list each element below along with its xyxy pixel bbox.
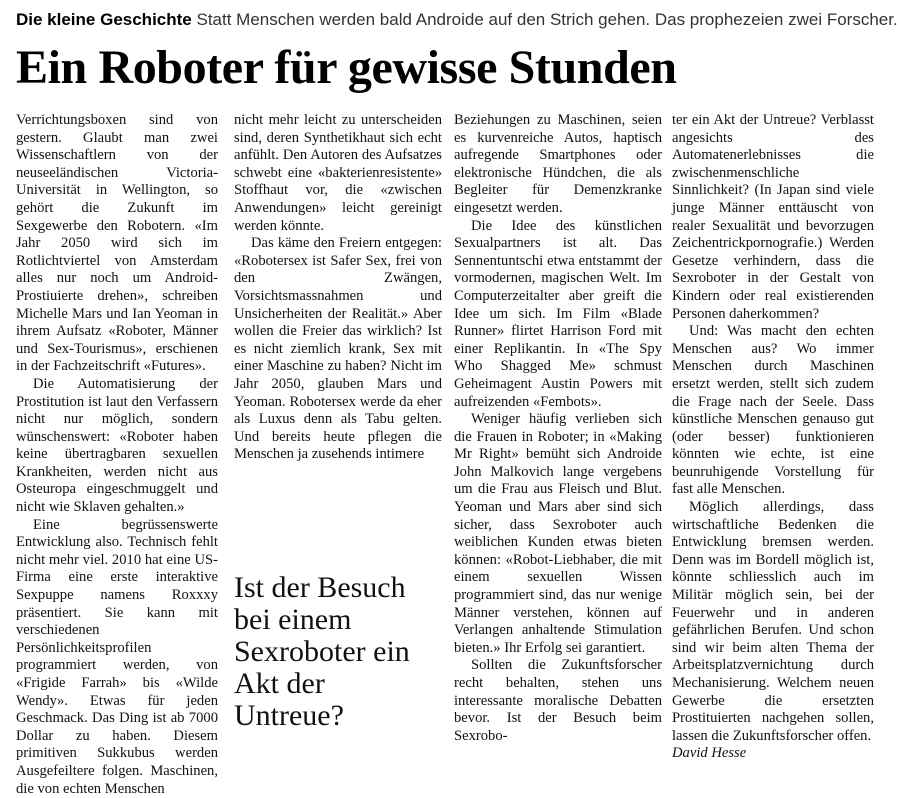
rubric-label: Die kleine Geschichte — [16, 10, 192, 29]
author-byline: David Hesse — [672, 745, 747, 762]
paragraph: Verrichtungsboxen sind von gestern. Glaubt man zwei Wissenschaftlern von der neuseeländischen Victoria-Universität in Wellington, so gehört die Zukunft im Sexgewerbe den Robotern. «Im Jahr 2050 wird sich im Rotlichtviertel von Amsterdam alles nur noch um Android-Prostiuierte drehen», schreiben Michelle Mars und Ian Yeoman in ihrem Aufsatz «Roboter, Männer und Sex-Tourismus», erschienen in der Fachzeitschrift «Futures». — [16, 112, 218, 375]
paragraph: nicht mehr leicht zu unterscheiden sind, deren Synthetikhaut sich echt anfühlt. Den Autoren des Aufsatzes schwebt eine «bakterienresistente» Stoffhaut vor, die «zwischen Anwendungen» leicht gereinigt werden könnte. — [234, 112, 442, 234]
paragraph: Die Idee des künstlichen Sexualpartners ist alt. Das Sennentuntschi etwa entstammt der vormodernen, magischen Welt. Im Computerzeitalter aber greift die Idee um sich. Im Film «Blade Runner» flirtet Harrison Ford mit einer Replikantin. In «The Spy Who Shagged Me» schmust Geheimagent Austin Powers mit aufreizenden «Fembots». — [454, 217, 662, 410]
paragraph: ter ein Akt der Untreue? Verblasst angesichts des Automatenerlebnisses die zwischenmenschliche Sinnlichkeit? (In Japan sind viele junge Männer enttäuscht von realer Sexualität und bevorzugen Zeichentrickpornografie.) Werden Gesetze verhindern, dass die Sexroboter in der Gestalt von Kindern oder real existierenden Personen daherkommen? — [672, 112, 874, 322]
article-headline: Ein Roboter für gewisse Stunden — [16, 41, 677, 94]
teaser-text: Statt Menschen werden bald Androide auf den Strich gehen. Das prophezeien zwei Forscher. — [196, 10, 898, 29]
article-column-2 — [234, 112, 442, 464]
paragraph: Sollten die Zukunftsforscher recht behalten, stehen uns interessante moralische Debatten bevor. Ist der Besuch beim Sexrobo- — [454, 657, 662, 744]
paragraph: Beziehungen zu Maschinen, seien es kurvenreiche Autos, haptisch aufregende Smartphones oder elektronische Hündchen, die als Begleiter für Demenzkranke eingesetzt werden. — [454, 112, 662, 216]
paragraph: Die Automatisierung der Prostitution ist laut den Verfassern nicht nur möglich, sondern wünschenswert: «Roboter haben keine übertragbaren sexuellen Krankheiten, werden nicht aus Osteuropa eingeschmuggelt und nicht wie Sklaven gehalten.» — [16, 375, 218, 516]
paragraph: Möglich allerdings, dass wirtschaftliche Bedenken die Entwicklung bremsen werden. Denn was im Bordell möglich ist, könnte schliesslich auch im Militär möglich sein, bei der Feuerwehr und in anderen gefährlichen Berufen. Und schon sind wir beim alten Thema der Arbeitsplatzvernichtung durch Mechanisierung. Welchem neuen Gewerbe die ersetzten Prostituierten nachgehen sollen, lassen die Zukunftsforscher offen. — [672, 499, 874, 744]
article-column-1 — [16, 112, 218, 798]
article-column-4 — [672, 112, 874, 763]
paragraph: Das käme den Freiern entgegen: «Robotersex ist Safer Sex, frei von den Zwängen, Vorsichtsmassnahmen und Unsicherheiten der Realität.» Aber wollen die Freier das wirklich? Ist es nicht ziemlich krank, Sex mit einer Maschine zu haben? Nicht im Jahr 2050, glauben Mars und Yeoman. Robotersex werde da eher als Luxus denn als Tabu gelten. Und bereits heute pflegen die Menschen ja zusehends intimere — [234, 235, 442, 463]
article-column-3 — [454, 112, 662, 745]
pull-quote: Ist der Besuch bei einem Sexroboter ein Akt der Untreue? — [234, 571, 410, 732]
paragraph: Und: Was macht den echten Menschen aus? Wo immer Menschen durch Maschinen ersetzt werden, stellt sich zudem die Frage nach der Seele. Dass künstliche Menschen genauso gut (oder besser) funktionieren könnten wie echte, ist eine beunruhigende Vorstellung für fast alle Menschen. — [672, 323, 874, 498]
kicker-line — [16, 8, 898, 32]
paragraph: Eine begrüssenswerte Entwicklung also. Technisch fehlt nicht mehr viel. 2010 hat eine US-Firma eine erste interaktive Sexpuppe namens Roxxxy präsentiert. Sie kann mit verschiedenen Persönlichkeitsprofilen programmiert werden, von «Frigide Farrah» bis «Wilde Wendy». Etwas für jeden Geschmack. Das Ding ist ab 7000 Dollar zu haben. Diesem primitiven Sukkubus werden Ausgefeiltere folgen. Maschinen, die von echten Menschen — [16, 516, 218, 797]
paragraph: Weniger häufig verlieben sich die Frauen in Roboter; in «Making Mr Right» bemüht sich Androide John Malkovich lange vergebens um die Frau aus Fleisch und Blut. Yeoman und Mars aber sind sich sicher, dass Sexroboter auch weiblichen Kunden etwas bieten können: «Robot-Liebhaber, die mit einem sexuellen Wissen programmiert sind, das nur wenige Männer verstehen, können auf Verlangen anhaltende Stimulation bieten.» Ihr Erfolg sei garantiert. — [454, 411, 662, 656]
